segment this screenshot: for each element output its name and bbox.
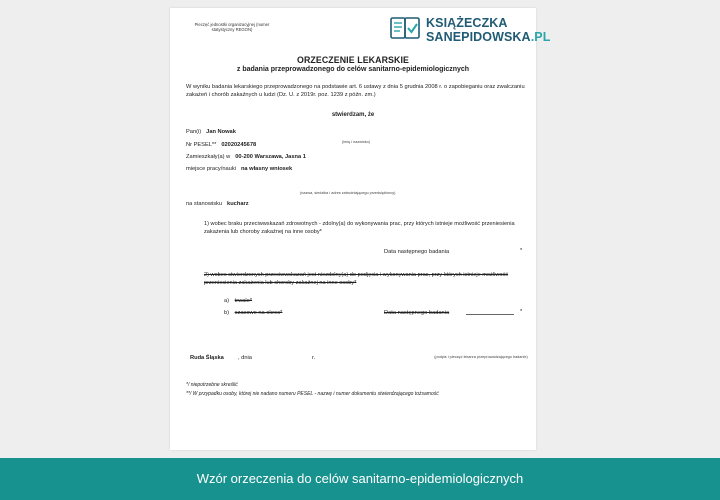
position-row <box>186 201 249 207</box>
next-exam-line <box>466 314 514 315</box>
logo-text-line1: KSIĄŻECZKA <box>426 16 508 30</box>
brand-logo <box>390 14 551 44</box>
point-2-text: 2) wobec stwierdzonych przeciwwskazań jest niezdolny(a) do podjęcia i wykonywania prac, przy których istnieje możliwość przeniesienia zakażenia lub choroby zakaźnej na inne osoby* <box>204 272 509 286</box>
workplace-row <box>186 166 292 172</box>
logo-text-line2 <box>426 30 550 44</box>
image-caption: Wzór orzeczenia do celów sanitarno-epidemiologicznych <box>0 458 720 500</box>
organization-stamp-text: Pieczęć jednostki organizacyjnej (numer statystyczny REGON) <box>194 22 270 32</box>
position-label: na stanowisku <box>186 201 223 207</box>
next-exam-label-2: Data następnego badania <box>384 310 450 316</box>
footnote-1: */ niepotrzebne skreślić <box>186 382 238 388</box>
next-exam-asterisk: * <box>520 248 523 254</box>
workplace-value: na własny wniosek <box>240 166 293 172</box>
option-b-text: czasowo na okres* <box>234 310 283 316</box>
intro-paragraph: W wyniku badania lekarskiego przeprowadzonego na podstawie art. 6 ustawy z dnia 5 grudnia 2008 r. o zapobieganiu oraz zwalczaniu zakażeń i chorób zakaźnych u ludzi (Dz. U. z 2019r. poz. 1239 z późn. zm.) <box>186 84 525 98</box>
name-row <box>186 129 236 135</box>
address-label: Zamieszkały(a) w <box>186 154 231 160</box>
address-row <box>186 154 306 160</box>
document-title: ORZECZENIE LEKARSKIE <box>297 55 409 65</box>
address-value: 00-200 Warszawa, Jasna 1 <box>235 154 306 160</box>
point-1-text: 1) wobec braku przeciwwskazań zdrowotnych - zdolny(a) do wykonywania prac, przy których istnieje możliwość przeniesienia zakażenia lub choroby zakaźnej na inne osoby* <box>204 221 515 235</box>
workplace-label: miejsce pracy/nauki <box>186 166 236 172</box>
booklet-checkmark-icon <box>390 15 424 41</box>
option-a <box>224 298 252 304</box>
date-suffix: r. <box>312 355 316 361</box>
position-value: kucharz <box>227 201 249 207</box>
statement-heading: stwierdzam, że <box>331 112 375 118</box>
place-value: Ruda Śląska <box>190 355 224 361</box>
name-value: Jan Nowak <box>206 129 236 135</box>
date-label: , dnia <box>238 355 252 361</box>
pesel-row <box>186 142 256 148</box>
next-exam-label: Data następnego badania <box>384 249 450 255</box>
doctor-signature-hint: (podpis i pieczęć lekarza przeprowadzającego badanie) <box>434 355 528 359</box>
name-hint: (imię i nazwisko) <box>342 140 371 144</box>
option-b <box>224 310 282 316</box>
pesel-label: Nr PESEL** <box>186 142 217 148</box>
document-sheet <box>170 8 551 450</box>
next-exam-asterisk-2: * <box>520 309 523 315</box>
pesel-value: 02020245678 <box>221 142 257 148</box>
document-subtitle: z badania przeprowadzonego do celów sanitarno-epidemiologicznych <box>236 66 470 73</box>
logo-text-main: SANEPIDOWSKA <box>426 30 531 44</box>
logo-text-accent: .PL <box>530 30 551 44</box>
workplace-hint: (nazwa, siedziba i adres zatrudniającego przedsiębiorcy) <box>300 191 396 195</box>
option-b-label: b) <box>224 310 230 316</box>
option-a-text: trwale* <box>234 298 253 304</box>
name-label: Pan(i) <box>186 129 202 135</box>
footnote-2: **/ W przypadku osoby, której nie nadano numeru PESEL - nazwę i numer dokumentu stwierdzającego tożsamość <box>186 391 439 397</box>
option-a-label: a) <box>224 298 230 304</box>
